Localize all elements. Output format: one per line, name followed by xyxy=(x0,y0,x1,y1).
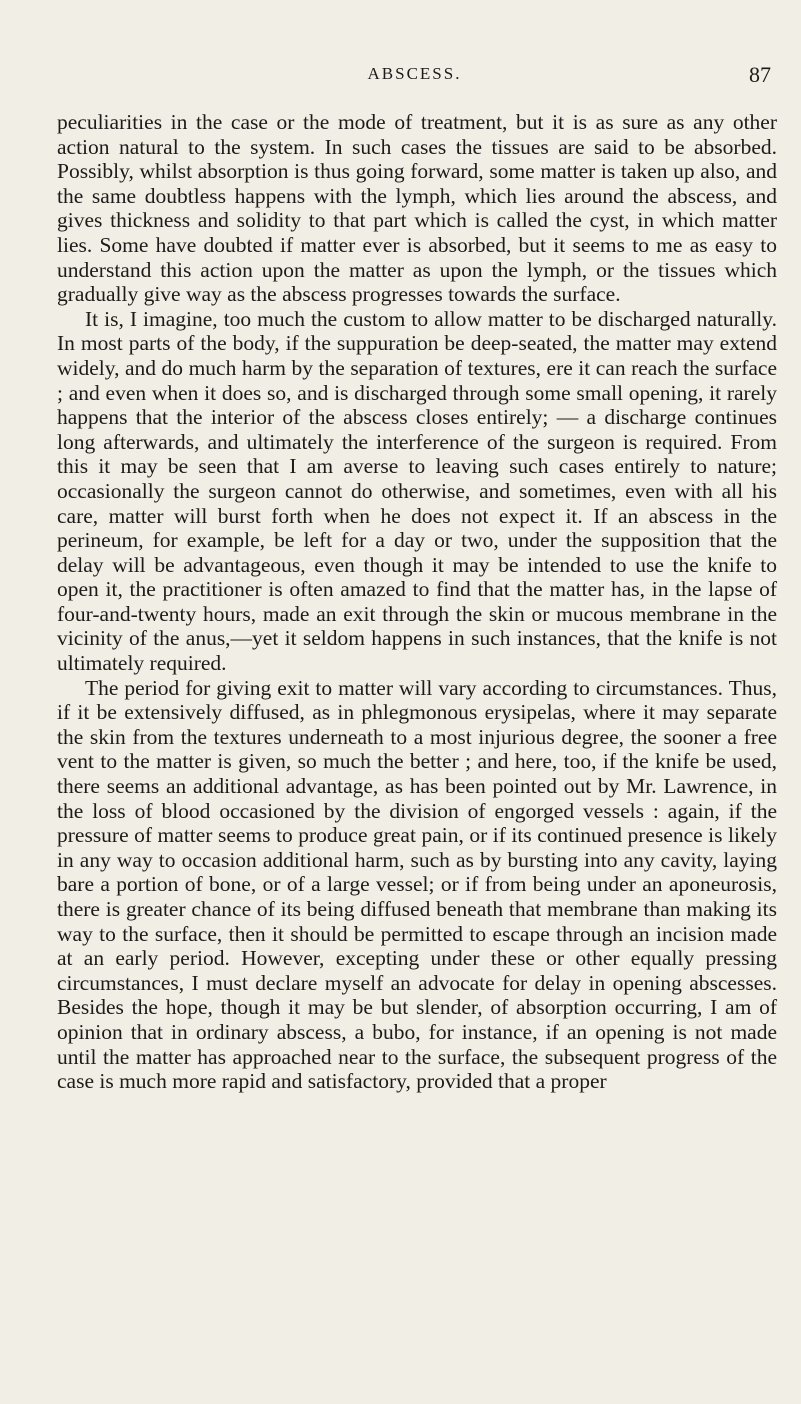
paragraph: The period for giving exit to matter will vary according to circumstances. Thus, if it be extensively diffused, as in phlegmonous erysipelas, where it may separate the skin from the textures underneath to a most injurious degree, the sooner a free vent to the matter is given, so much the better ; and here, too, if the knife be used, there seems an additional advantage, as has been pointed out by Mr. Lawrence, in the loss of blood occasioned by the division of engorged vessels : again, if the pressure of matter seems to produce great pain, or if its continued presence is likely in any way to occasion additional harm, such as by bursting into any cavity, laying bare a portion of bone, or of a large vessel; or if from being under an aponeurosis, there is greater chance of its being diffused beneath that membrane than making its way to the surface, then it should be permitted to escape through an incision made at an early period. However, excepting under these or other equally pressing circumstances, I must declare myself an advocate for delay in opening abscesses. Besides the hope, though it may be but slender, of absorption occurring, I am of opinion that in ordinary abscess, a bubo, for instance, if an opening is not made until the matter has approached near to the surface, the subsequent progress of the case is much more rapid and satisfactory, provided that a proper xyxy=(57,675,777,1094)
body-text xyxy=(57,110,777,1094)
paragraph: peculiarities in the case or the mode of treatment, but it is as sure as any other action natural to the system. In such cases the tissues are said to be absorbed. Possibly, whilst absorption is thus going forward, some matter is taken up also, and the same doubtless happens with the lymph, which lies around the abscess, and gives thickness and solidity to that part which is called the cyst, in which matter lies. Some have doubted if matter ever is absorbed, but it seems to me as easy to understand this action upon the matter as upon the lymph, or the tissues which gradually give way as the abscess progresses towards the surface. xyxy=(57,110,777,307)
running-title: ABSCESS. xyxy=(367,64,462,83)
page-number: 87 xyxy=(749,62,771,87)
paragraph: It is, I imagine, too much the custom to allow matter to be discharged naturally. In most parts of the body, if the suppuration be deep-seated, the matter may extend widely, and do much harm by the separation of textures, ere it can reach the surface ; and even when it does so, and is discharged through some small opening, it rarely happens that the interior of the abscess closes entirely; — a discharge continues long afterwards, and ultimately the interference of the surgeon is required. From this it may be seen that I am averse to leaving such cases entirely to nature; occasionally the surgeon cannot do otherwise, and sometimes, even with all his care, matter will burst forth when he does not expect it. If an abscess in the perineum, for example, be left for a day or two, under the supposition that the delay will be advantageous, even though it may be intended to use the knife to open it, the practitioner is often amazed to find that the matter has, in the lapse of four-and-twenty hours, made an exit through the skin or mucous membrane in the vicinity of the anus,—yet it seldom happens in such instances, that the knife is not ultimately required. xyxy=(57,306,777,676)
page-header xyxy=(58,62,771,90)
